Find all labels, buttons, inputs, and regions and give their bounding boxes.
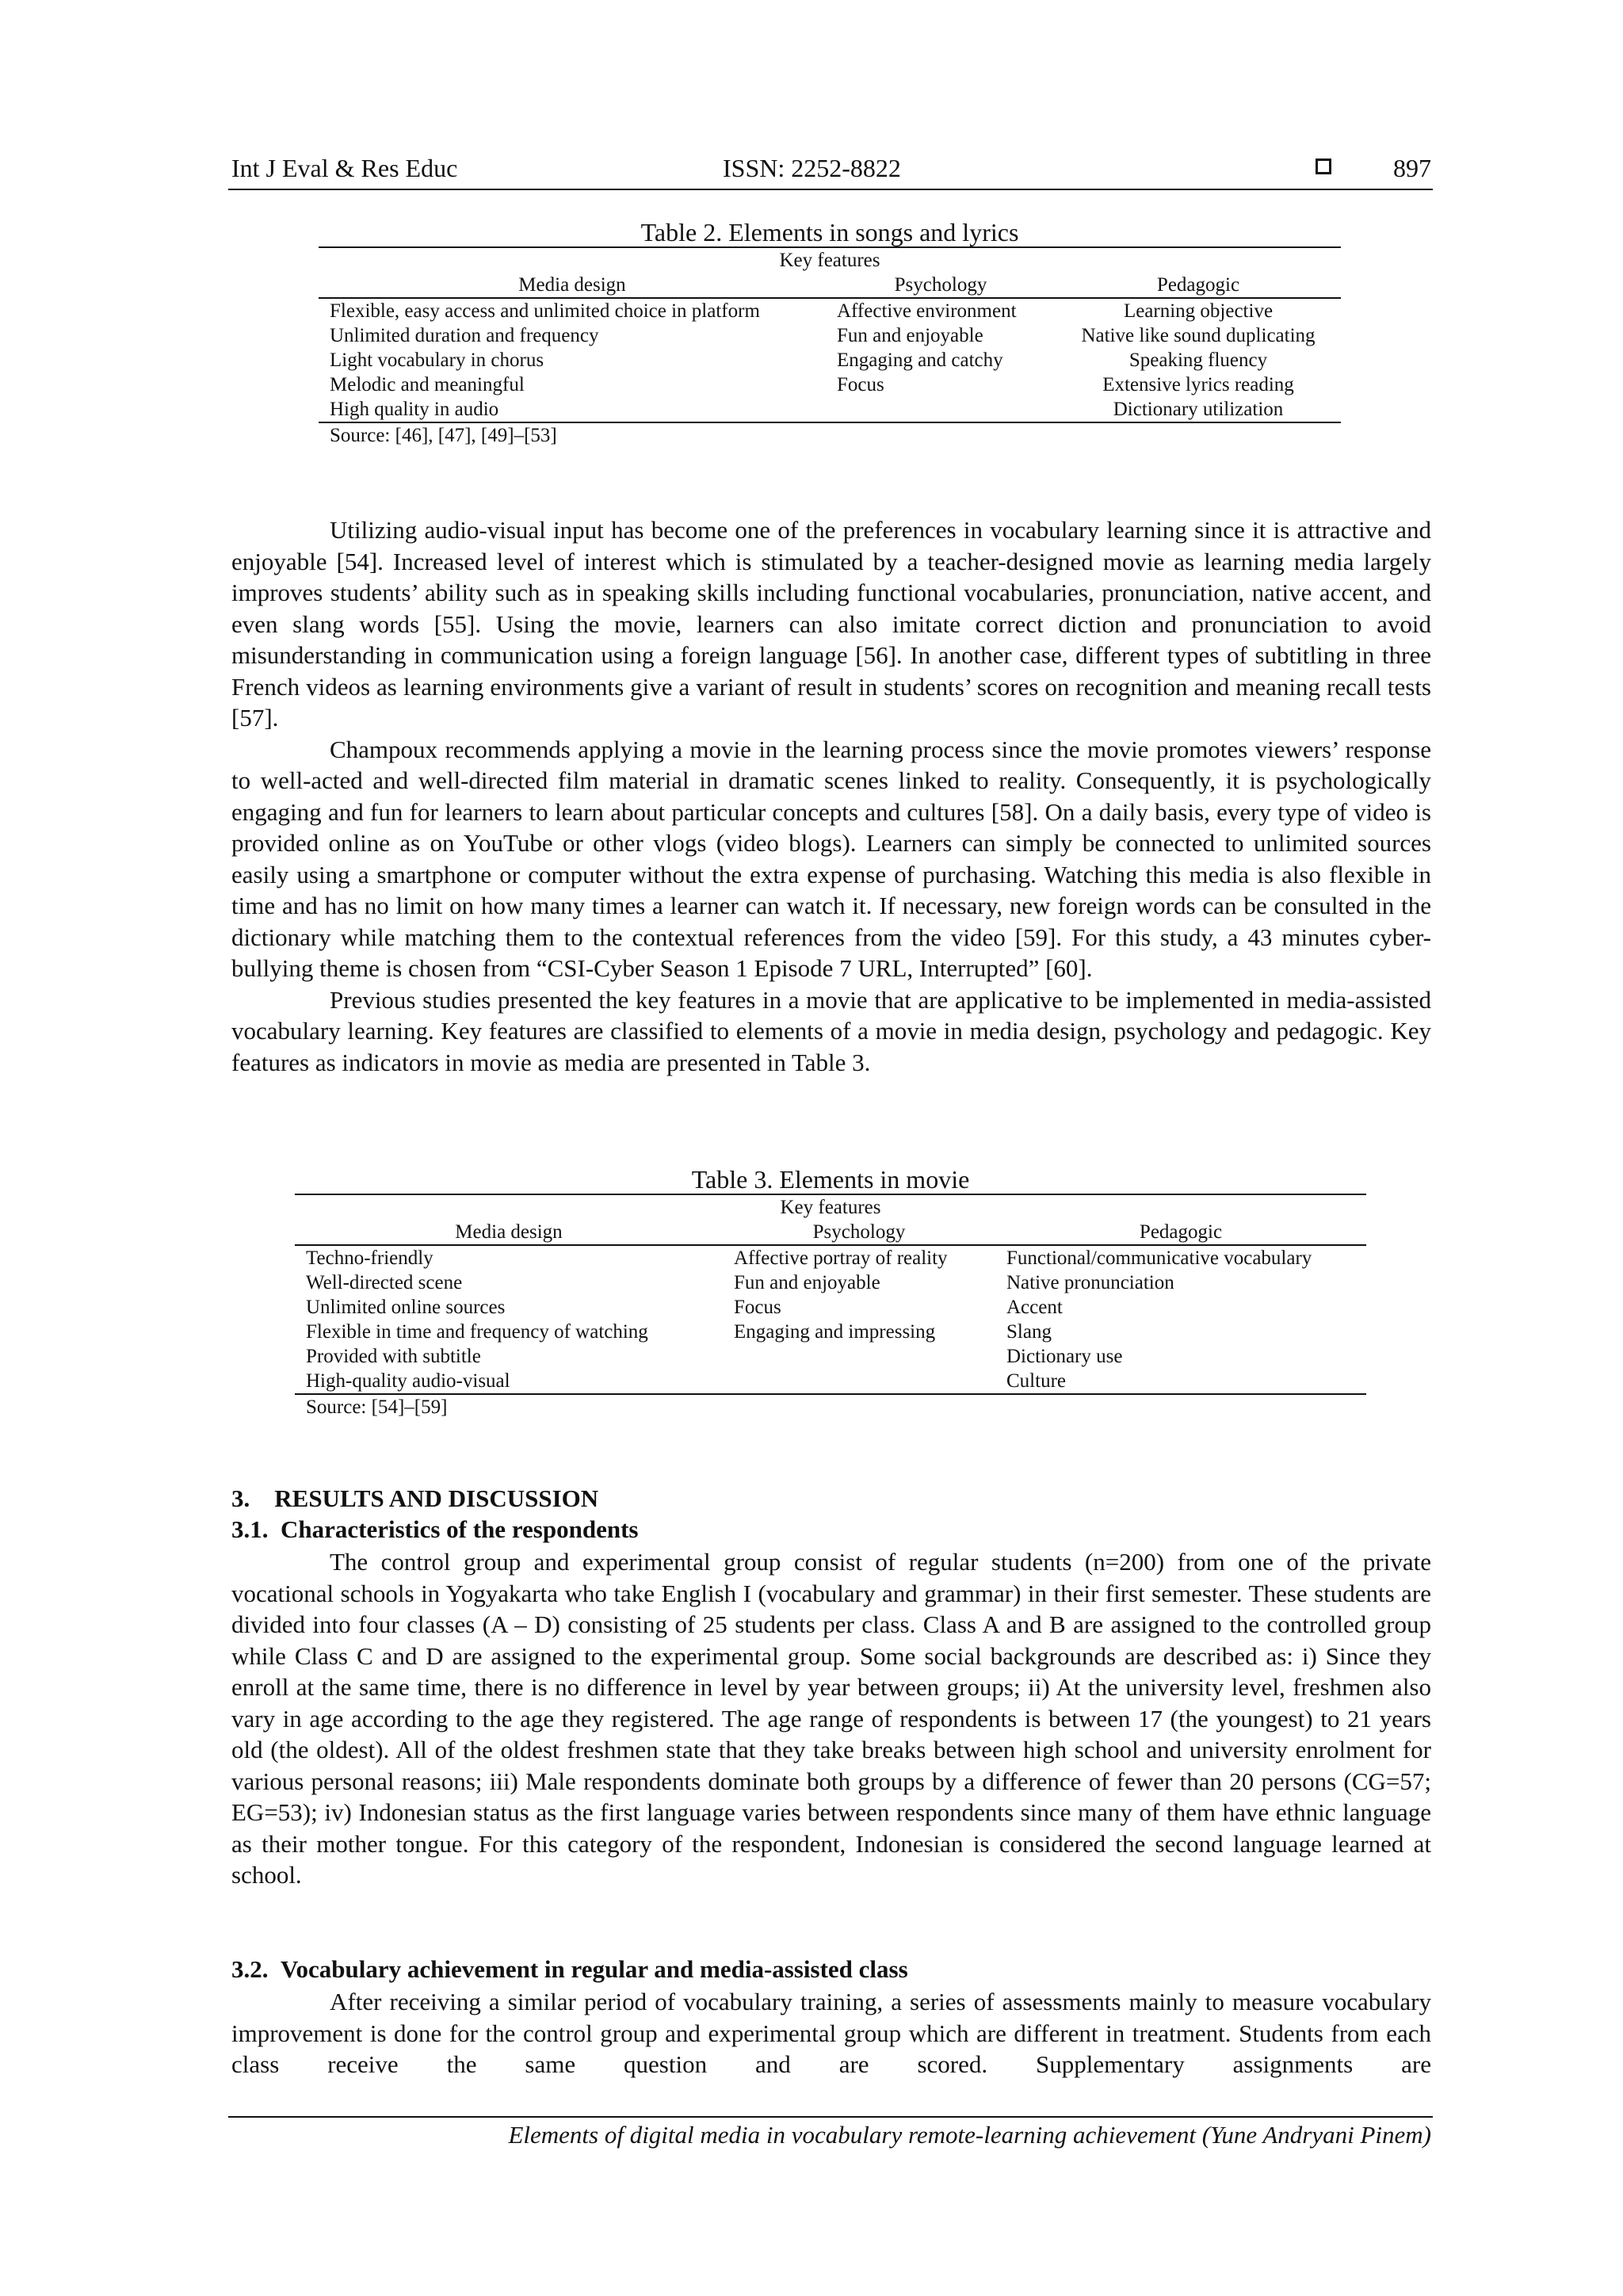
- paragraph: After receiving a similar period of vocabulary training, a series of assessments mainly to measure vocabulary improvement is done for the control group and experimental group which are different in treatment. Students from each class receive the same question and are scored. Supplementary assignments are: [231, 1988, 1431, 2078]
- table-cell: Learning objective: [1123, 300, 1274, 322]
- table-cell: Slang: [1006, 1321, 1052, 1343]
- table-cell: Fun and enjoyable: [837, 325, 983, 346]
- table-2-source: Source: [46], [47], [49]–[53]: [330, 425, 557, 446]
- table-cell: Dictionary utilization: [1056, 397, 1341, 422]
- table-row: [319, 397, 1341, 422]
- table-cell: Melodic and meaningful: [330, 374, 525, 395]
- table-cell: Focus: [837, 374, 884, 395]
- table-2-body: [319, 298, 1341, 422]
- table-cell: Native pronunciation: [1006, 1272, 1174, 1293]
- table-3: [295, 1165, 1366, 1420]
- table-cell: Flexible in time and frequency of watching: [306, 1321, 648, 1343]
- table-row: [319, 348, 1341, 372]
- running-footer: Elements of digital media in vocabulary remote-learning achievement (Yune Andryani Pinem): [508, 2121, 1431, 2149]
- table-2-caption: Table 2. Elements in songs and lyrics: [640, 218, 1019, 246]
- paragraph: Previous studies presented the key features in a movie that are applicative to be implemented in media-assisted vocabulary learning. Key features are classified to elements of a movie in media design, psychology and pedagogic. Key features as indicators in movie as media are presented in Table 3.: [231, 985, 1431, 1076]
- table-cell: Affective portray of reality: [734, 1247, 948, 1269]
- table-row: [295, 1344, 1366, 1369]
- paragraph: Champoux recommends applying a movie in the learning process since the movie promotes viewers’ response to well-acted and well-directed film material in dramatic scenes linked to reality. Consequently, it is psychologically engaging and fun for learners to learn about particular concepts and cultures [58]. On a daily basis, every type of video is provided online as on YouTube or other vlogs (video blogs). Learners can simply be connected to unlimited sources easily using a smartphone or computer without the extra expense of purchasing. Watching this media is also flexible in time and has no limit on how many times a learner can watch it. If necessary, new foreign words can be consulted in the dictionary while matching them to the contextual references from the video [59]. For this study, a 43 minutes cyber-bullying theme is chosen from “CSI-Cyber Season 1 Episode 7 URL, Interrupted” [60].: [231, 735, 1431, 982]
- table-row: [295, 1295, 1366, 1320]
- table-3-grid: [295, 1194, 1366, 1395]
- section-heading: 3. RESULTS AND DISCUSSION: [231, 1484, 599, 1512]
- table-cell: Native like sound duplicating: [1081, 325, 1316, 346]
- body-text-3-2: [231, 1986, 1431, 2080]
- table-row: [295, 1369, 1366, 1394]
- table-2-group-header: Key features: [319, 247, 1341, 273]
- table-cell: Culture: [995, 1369, 1366, 1394]
- table-cell: Provided with subtitle: [306, 1346, 481, 1367]
- subsection-heading-3-2: 3.2. Vocabulary achievement in regular and media-assisted class: [231, 1955, 908, 1983]
- table-3-col-header: Pedagogic: [995, 1220, 1366, 1245]
- table-cell: High quality in audio: [319, 397, 826, 422]
- header-rule: [228, 189, 1433, 190]
- subsection-heading-3-1: 3.1. Characteristics of the respondents: [231, 1515, 639, 1543]
- table-cell: Affective environment: [837, 300, 1017, 322]
- body-text-1: [231, 514, 1431, 1078]
- table-row: [319, 298, 1341, 323]
- table-cell: Unlimited online sources: [306, 1297, 506, 1318]
- table-3-group-header: Key features: [295, 1194, 1366, 1220]
- paragraph: The control group and experimental group consist of regular students (n=200) from one of the private vocational schools in Yogyakarta who take English I (vocabulary and grammar) in their first semester. These students are divided into four classes (A – D) consisting of 25 students per class. Class A and B are assigned to the controlled group while Class C and D are assigned to the experimental group. Some social backgrounds are described as: i) Since they enroll at the same time, there is no difference in level by year between groups; ii) At the university level, freshmen also vary in age according to the age they registered. The age range of respondents is between 17 (the youngest) to 21 years old (the oldest). All of the oldest freshmen state that they take breaks between high school and university enrolment for various personal reasons; iii) Male respondents dominate both groups by a difference of fewer than 20 persons (CG=57; EG=53); iv) Indonesian status as the first language varies between respondents since many of them have ethnic language as their mother tongue. For this category of the respondent, Indonesian is considered the second language learned at school.: [231, 1548, 1431, 1889]
- table-cell: Well-directed scene: [306, 1272, 463, 1293]
- table-cell: Engaging and impressing: [734, 1321, 936, 1343]
- table-cell: Focus: [734, 1297, 781, 1318]
- footer-rule: [228, 2116, 1433, 2118]
- table-2-grid: [319, 246, 1341, 423]
- table-2-col-header: Psychology: [826, 273, 1056, 298]
- table-cell: Techno-friendly: [306, 1247, 433, 1269]
- running-header: [231, 154, 1431, 189]
- table-2-col-header: Media design: [319, 273, 826, 298]
- table-cell: [723, 1369, 995, 1394]
- table-2: [319, 218, 1341, 449]
- table-cell: Unlimited duration and frequency: [330, 325, 599, 346]
- table-3-body: [295, 1245, 1366, 1394]
- table-cell: Accent: [1006, 1297, 1063, 1318]
- table-cell: Engaging and catchy: [837, 350, 1003, 371]
- table-row: [319, 323, 1341, 348]
- checkbox-square-icon: [1316, 159, 1331, 174]
- table-cell: Functional/communicative vocabulary: [1006, 1247, 1312, 1269]
- page-number: 897: [1393, 154, 1431, 182]
- table-cell: [723, 1344, 995, 1369]
- table-cell: [826, 397, 1056, 422]
- table-cell: Extensive lyrics reading: [1102, 374, 1294, 395]
- table-row: [295, 1270, 1366, 1295]
- table-3-source: Source: [54]–[59]: [306, 1396, 448, 1418]
- journal-name: Int J Eval & Res Educ: [231, 154, 458, 182]
- table-2-col-header: Pedagogic: [1056, 273, 1341, 298]
- paragraph: Utilizing audio-visual input has become one of the preferences in vocabulary learning since it is attractive and enjoyable [54]. Increased level of interest which is stimulated by a teacher-designed movie as learning media largely improves students’ ability such as in speaking skills including functional vocabularies, pronunciation, native accent, and even slang words [55]. Using the movie, learners can also imitate correct diction and pronunciation to avoid misunderstanding in communication using a foreign language [56]. In another case, different types of subtitling in three French videos as learning environments give a variant of result in students’ scores on recognition and meaning recall tests [57].: [231, 516, 1431, 732]
- issn: ISSN: 2252-8822: [723, 154, 901, 182]
- table-row: [295, 1245, 1366, 1270]
- table-cell: Fun and enjoyable: [734, 1272, 880, 1293]
- table-3-caption: Table 3. Elements in movie: [691, 1165, 970, 1194]
- table-row: [295, 1320, 1366, 1344]
- table-3-col-header: Media design: [295, 1220, 723, 1245]
- table-cell: Light vocabulary in chorus: [330, 350, 544, 371]
- body-text-3-1: [231, 1546, 1431, 1891]
- table-cell: Speaking fluency: [1128, 350, 1268, 371]
- table-cell: Dictionary use: [1006, 1346, 1123, 1367]
- table-row: [319, 372, 1341, 397]
- table-cell: High-quality audio-visual: [295, 1369, 723, 1394]
- table-3-col-header: Psychology: [723, 1220, 995, 1245]
- table-cell: Flexible, easy access and unlimited choice in platform: [330, 300, 760, 322]
